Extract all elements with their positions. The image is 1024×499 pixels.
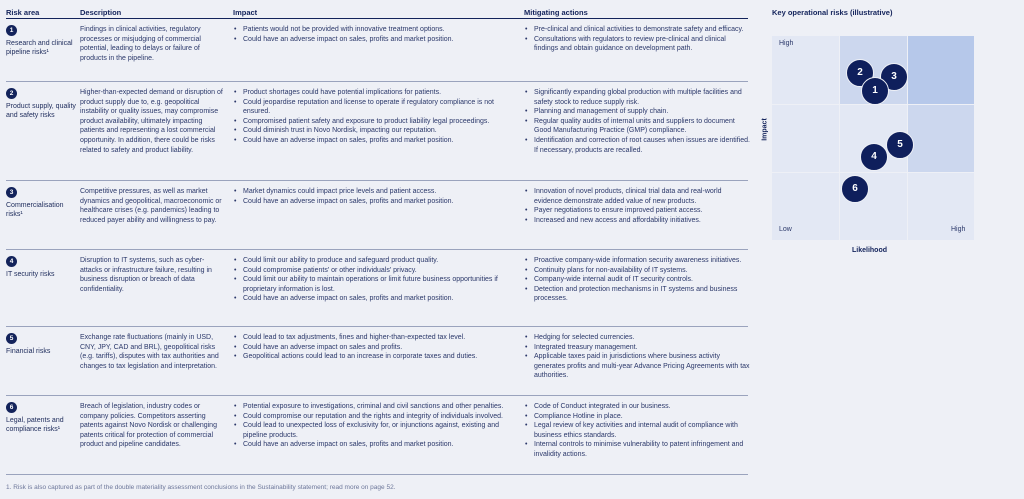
matrix-x-high-label: High: [951, 226, 966, 233]
risk-bubble-3: 3: [880, 63, 908, 91]
risk-bubble-5: 5: [886, 131, 914, 159]
row-divider: [6, 180, 748, 181]
mitigating-item: • Innovation of novel products, clinical trial data and real-world evidence demonstrate added value of new products.: [524, 187, 750, 206]
risk-area-6: [6, 402, 76, 434]
impact-item: • Could compromise our reputation and the rights and integrity of individuals involved.: [233, 412, 523, 422]
impact-list: [233, 333, 523, 362]
footnote: 1. Risk is also captured as part of the double materiality assessment conclusions in the Sustainability statement; read more on page 52.: [6, 484, 396, 491]
mitigating-list: [524, 256, 750, 304]
impact-item: • Could limit our ability to maintain operations or limit future business opportunities if proprietary information is lost.: [233, 275, 523, 294]
matrix-cell-high-high: [908, 36, 974, 105]
risk-matrix: [772, 36, 974, 240]
row-divider: [6, 249, 748, 250]
header-risk-area: Risk area: [6, 8, 40, 17]
impact-item: • Could have an adverse impact on sales and profits.: [233, 343, 523, 353]
risk-area-name: IT security risks: [6, 271, 55, 278]
mitigating-item: • Regular quality audits of internal units and suppliers to document Good Manufacturing Practice (GMP) compliance.: [524, 117, 750, 136]
impact-item: • Could diminish trust in Novo Nordisk, impacting our reputation.: [233, 126, 523, 136]
risk-bubble-6: 6: [841, 175, 869, 203]
mitigating-item: • Planning and management of supply chain.: [524, 107, 750, 117]
impact-item: • Compromised patient safety and exposure to product liability legal proceedings.: [233, 117, 523, 127]
matrix-y-axis-label: Impact: [761, 118, 769, 141]
impact-item: • Could lead to unexpected loss of exclusivity for, or injunctions against, existing and pipeline products.: [233, 421, 523, 440]
risk-description: Higher-than-expected demand or disruption of product supply due to, e.g. geopolitical instability or quality issues, may compromise product availability, ultimately impacting patients and representing a lost commercial opportunity. In addition, there could be risks related to safety and product liability.: [80, 89, 223, 154]
row-divider: [6, 326, 748, 327]
mitigating-item: • Code of Conduct integrated in our business.: [524, 402, 750, 412]
mitigating-list: [524, 402, 750, 460]
header-description: Description: [80, 8, 122, 17]
row-divider: [6, 395, 748, 396]
mitigating-item: • Identification and correction of root causes when issues are identified. If necessary, products are recalled.: [524, 136, 750, 155]
mitigating-list: [524, 333, 750, 381]
matrix-cell-mid-high: [908, 105, 974, 173]
impact-item: • Could have an adverse impact on sales, profits and market position.: [233, 35, 523, 45]
mitigating-item: • Significantly expanding global production with multiple facilities and safety stock to reduce supply risk.: [524, 88, 750, 107]
risk-description: Exchange rate fluctuations (mainly in USD, CNY, JPY, CAD and BRL), geopolitical risks (e.g. tariffs), disputes with tax authorities and changes to tax legislation and interpretation.: [80, 334, 219, 370]
mitigating-item: • Compliance Hotline in place.: [524, 412, 750, 422]
risk-area-5: [6, 333, 76, 356]
mitigating-item: • Hedging for selected currencies.: [524, 333, 750, 343]
impact-item: • Could have an adverse impact on sales, profits and market position.: [233, 197, 523, 207]
risk-area-2: [6, 88, 76, 120]
mitigating-list: [524, 88, 750, 155]
risk-area-name: Product supply, quality and safety risks: [6, 103, 76, 119]
mitigating-item: • Pre-clinical and clinical activities to demonstrate safety and efficacy.: [524, 25, 750, 35]
row-divider: [6, 474, 748, 475]
matrix-x-axis-label: Likelihood: [852, 247, 887, 254]
impact-item: • Market dynamics could impact price levels and patient access.: [233, 187, 523, 197]
impact-item: • Potential exposure to investigations, criminal and civil sanctions and other penalties.: [233, 402, 523, 412]
header-divider: [6, 18, 748, 19]
risk-description: Competitive pressures, as well as market dynamics and geopolitical, macroeconomic or healthcare crises (e.g. pandemics) leading to reduced payer ability and willingness to pay.: [80, 188, 222, 224]
mitigating-item: • Continuity plans for non-availability of IT systems.: [524, 266, 750, 276]
risk-area-name: Commercialisation risks¹: [6, 202, 64, 218]
impact-list: [233, 88, 523, 146]
mitigating-item: • Increased and new access and affordability initiatives.: [524, 216, 750, 226]
mitigating-item: • Applicable taxes paid in jurisdictions where business activity generates profits and multi-year Advance Pricing Agreements with tax authorities.: [524, 352, 750, 381]
risk-area-4: [6, 256, 76, 279]
header-mitigating-actions: Mitigating actions: [524, 8, 588, 17]
matrix-cell-mid-low: [772, 105, 840, 173]
risk-area-name: Legal, patents and compliance risks¹: [6, 417, 64, 433]
risk-area-1: [6, 25, 76, 57]
impact-list: [233, 256, 523, 304]
matrix-y-high-label: High: [779, 40, 794, 47]
impact-list: [233, 187, 523, 206]
mitigating-item: • Legal review of key activities and internal audit of compliance with business ethics standards.: [524, 421, 750, 440]
impact-item: • Could have an adverse impact on sales, profits and market position.: [233, 136, 523, 146]
row-divider: [6, 81, 748, 82]
risk-number-badge: 3: [6, 187, 17, 198]
mitigating-list: [524, 25, 750, 54]
matrix-title: Key operational risks (illustrative): [772, 8, 893, 17]
matrix-x-low-label: Low: [779, 226, 792, 233]
impact-list: [233, 402, 523, 450]
mitigating-item: • Consultations with regulators to review pre-clinical and clinical findings and obtain guidance on development path.: [524, 35, 750, 54]
header-impact: Impact: [233, 8, 258, 17]
mitigating-item: • Company-wide internal audit of IT security controls.: [524, 275, 750, 285]
risk-description: Disruption to IT systems, such as cyber-attacks or infrastructure failure, resulting in business disruption or breach of data confidentiality.: [80, 257, 212, 293]
mitigating-item: • Internal controls to minimise vulnerability to patent infringement and invalidity actions.: [524, 440, 750, 459]
risk-bubble-4: 4: [860, 143, 888, 171]
risk-bubble-1: 1: [861, 77, 889, 105]
mitigating-item: • Integrated treasury management.: [524, 343, 750, 353]
impact-item: • Could compromise patients' or other individuals' privacy.: [233, 266, 523, 276]
impact-item: • Could have an adverse impact on sales, profits and market position.: [233, 294, 523, 304]
risk-area-name: Research and clinical pipeline risks¹: [6, 40, 73, 56]
risk-description: Breach of legislation, industry codes or company policies. Competitors asserting patents against Novo Nordisk or challenging patents critical for protection of commercial product and pipeline candidates.: [80, 403, 217, 449]
risk-bubble-2: 2: [846, 59, 874, 87]
impact-item: • Could limit our ability to produce and safeguard product quality.: [233, 256, 523, 266]
mitigating-item: • Detection and protection mechanisms in IT systems and business processes.: [524, 285, 750, 304]
impact-item: • Patients would not be provided with innovative treatment options.: [233, 25, 523, 35]
impact-item: • Could jeopardise reputation and license to operate if regulatory compliance is not ensured.: [233, 98, 523, 117]
impact-item: • Geopolitical actions could lead to an increase in corporate taxes and duties.: [233, 352, 523, 362]
risk-area-name: Financial risks: [6, 348, 51, 355]
risk-number-badge: 6: [6, 402, 17, 413]
impact-list: [233, 25, 523, 44]
risk-number-badge: 4: [6, 256, 17, 267]
risk-number-badge: 1: [6, 25, 17, 36]
impact-item: • Product shortages could have potential implications for patients.: [233, 88, 523, 98]
risk-description: Findings in clinical activities, regulatory processes or misjudging of commercial potential, leading to delays or failure of products in the pipeline.: [80, 26, 201, 62]
impact-item: • Could lead to tax adjustments, fines and higher-than-expected tax level.: [233, 333, 523, 343]
mitigating-item: • Payer negotiations to ensure improved patient access.: [524, 206, 750, 216]
impact-item: • Could have an adverse impact on sales, profits and market position.: [233, 440, 523, 450]
risk-number-badge: 2: [6, 88, 17, 99]
mitigating-list: [524, 187, 750, 225]
mitigating-item: • Proactive company-wide information security awareness initiatives.: [524, 256, 750, 266]
risk-area-3: [6, 187, 76, 219]
risk-number-badge: 5: [6, 333, 17, 344]
